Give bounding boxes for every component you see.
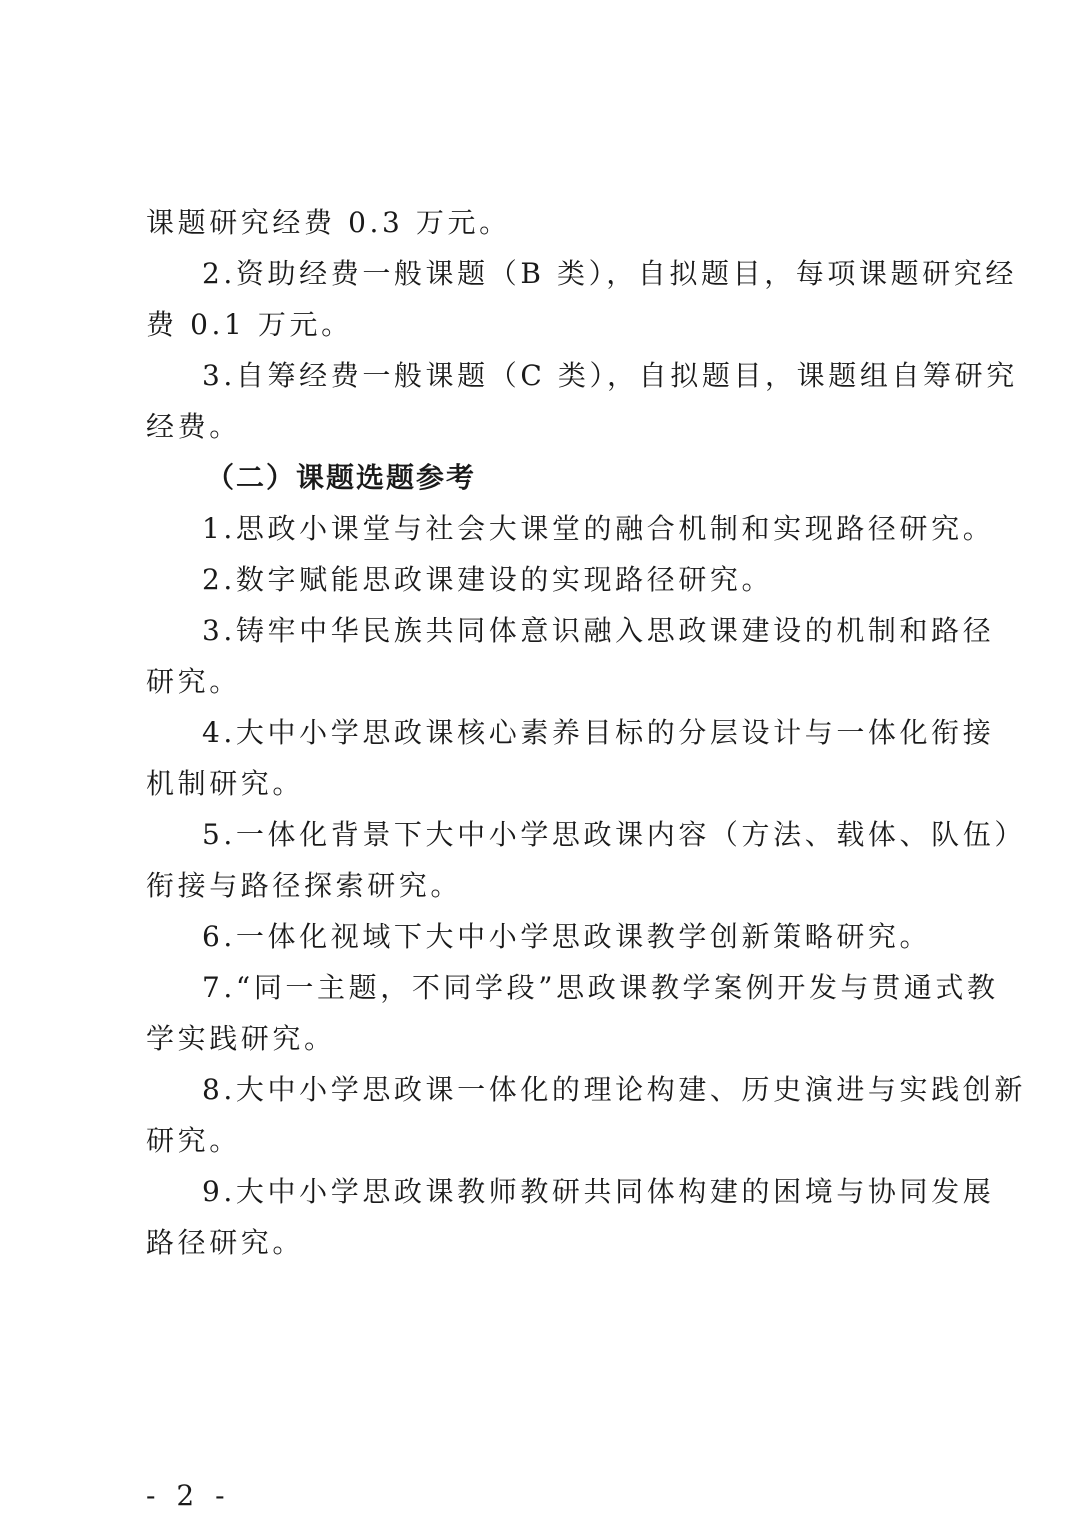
- topic-2: 2.数字赋能思政课建设的实现路径研究。: [202, 563, 774, 596]
- funding-item-b-cont: 费 0.1 万元。: [146, 308, 353, 341]
- topic-6: 6.一体化视域下大中小学思政课教学创新策略研究。: [202, 920, 932, 953]
- topic-5: 5.一体化背景下大中小学思政课内容（方法、载体、队伍）: [202, 818, 1026, 851]
- funding-item-b: 2.资助经费一般课题（B 类），自拟题目，每项课题研究经: [202, 257, 1017, 290]
- topic-4: 4.大中小学思政课核心素养目标的分层设计与一体化衔接: [202, 716, 995, 749]
- topic-8-cont: 研究。: [146, 1124, 241, 1157]
- funding-item-c-cont: 经费。: [146, 410, 241, 443]
- topic-9: 9.大中小学思政课教师教研共同体构建的困境与协同发展: [202, 1175, 995, 1208]
- funding-item-c: 3.自筹经费一般课题（C 类），自拟题目，课题组自筹研究: [202, 359, 1018, 392]
- paragraph-continuation: 课题研究经费 0.3 万元。: [146, 206, 511, 239]
- topic-4-cont: 机制研究。: [146, 767, 305, 800]
- topic-8: 8.大中小学思政课一体化的理论构建、历史演进与实践创新: [202, 1073, 1026, 1106]
- topic-1: 1.思政小课堂与社会大课堂的融合机制和实现路径研究。: [202, 512, 995, 545]
- page-number: - 2 -: [146, 1479, 231, 1512]
- section-heading: （二）课题选题参考: [206, 461, 477, 494]
- topic-7-cont: 学实践研究。: [146, 1022, 336, 1055]
- topic-9-cont: 路径研究。: [146, 1226, 305, 1259]
- topic-3-cont: 研究。: [146, 665, 241, 698]
- topic-7: 7.“同一主题，不同学段”思政课教学案例开发与贯通式教: [202, 971, 999, 1004]
- topic-5-cont: 衔接与路径探索研究。: [146, 869, 463, 902]
- topic-3: 3.铸牢中华民族共同体意识融入思政课建设的机制和路径: [202, 614, 995, 647]
